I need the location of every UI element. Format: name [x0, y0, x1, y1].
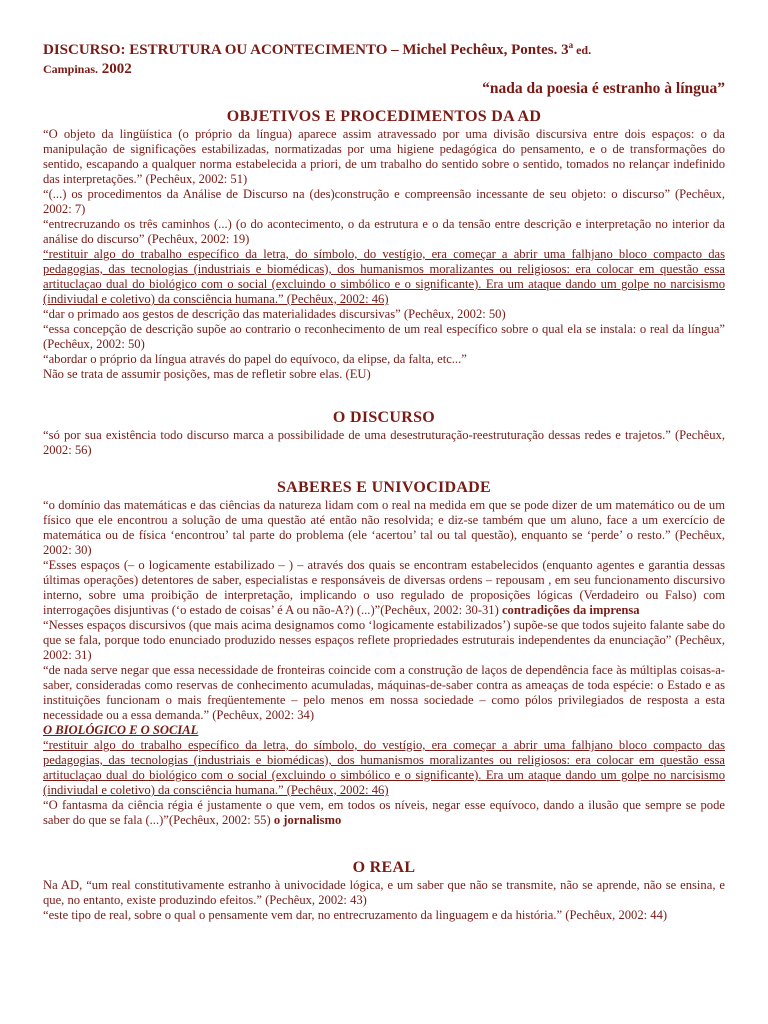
quote-paragraph: “dar o primado aos gestos de descrição das materialidades discursivas” (Pechêux, 2002: 50)	[43, 307, 506, 321]
quote-paragraph: “essa concepção de descrição supõe ao contrario o reconhecimento de um real específico sobre o qual ela se instala: o real da língua” (Pechêux, 2002: 50)	[43, 322, 725, 351]
quote-paragraph: Na AD, “um real constitutivamente estranho à univocidade lógica, e um saber que não se transmite, não se aprende, não se ensina, e que, no entanto, existe produzindo efeitos.” (Pechêux, 2002: 43)	[43, 878, 725, 907]
quote-text: “Esses espaços (– o logicamente estabilizado – ) – através dos quais se encontram estabelecidos (enquanto agentes e garantia dessas últimas operações) detentores de saber, especialistas e responsáveis de diversas ordens – repousam , em seu funcionamento discursivo interno, sobre uma proibição de interpretação, implicando o uso regulado de proposições lógicas (Verdadeiro ou Falso) com interrogações disjuntivas (‘o estado de coisas’ é A ou não-A?) (...)”(Pechêux, 2002: 30-31)	[43, 558, 725, 617]
quote-paragraph: “O objeto da lingüística (o próprio da língua) aparece assim atravessado por uma divisão discursiva entre dois espaços: o da manipulação de significações estabilizadas, normatizadas por uma higiene pedagógica do pensamento, e o de transformações do sentido, escapando a qualquer norma estabelecida a priori, de um trabalho do sentido sobre o sentido, tomados no relançar indefinido das interpretações.” (Pechêux, 2002: 51)	[43, 127, 725, 186]
underlined-quote-paragraph: “restituir algo do trabalho específico da letra, do símbolo, do vestígio, era começar a abrir uma falhjano bloco compacto das pedagogias, das tecnologias (industriais e biomédicas), dos humanismos moralizantes ou religiosos: era colocar em questão essa artituclaçao dual do biológico com o social (excluindo o simbólico e o significante). Era um ataque dando um golpe no narcisismo (indiviudal e coletivo) da consciência humana.” (Pechêux, 2002: 46)	[43, 247, 725, 306]
document-title	[43, 36, 725, 79]
quote-paragraph: “de nada serve negar que essa necessidade de fronteiras coincide com a construção de laços de dependência face às múltiplas coisas-a-saber, consideradas como reservas de conhecimento acumuladas, máquinas-de-saber contra as ameaças de toda espécie: o Estado e as instituições funcionam o mais freqüentemente – pelo menos em nossa sociedade – como pólos privilegiados de resposta a esta necessidade ou a essa demanda.” (Pechêux, 2002: 34)	[43, 663, 725, 722]
title-text: DISCURSO: ESTRUTURA OU ACONTECIMENTO – Michel Pechêux, Pontes. 3	[43, 42, 569, 58]
title-year: 2002	[98, 61, 132, 77]
underlined-quote-paragraph: “restituir algo do trabalho específico da letra, do símbolo, do vestígio, era começar a abrir uma falhjano bloco compacto das pedagogias, das tecnologias (industriais e biomédicas), dos humanismos moralizantes ou religiosos: era colocar em questão essa artituclaçao dual do biológico com o social (excluindo o simbólico e o significante). Era um ataque dando um golpe no narcisismo (indiviudal e coletivo) da consciência humana.” (Pechêux, 2002: 46)	[43, 738, 725, 797]
quote-text: “O fantasma da ciência régia é justamente o que vem, em todos os níveis, negar esse equívoco, dando a ilusão que sempre se pode saber do que se fala (...)”(Pechêux, 2002: 55)	[43, 798, 725, 827]
quote-paragraph: “abordar o próprio da língua através do papel do equívoco, da elipse, da falta, etc...”	[43, 352, 467, 366]
section-real	[43, 858, 725, 923]
title-city: Campinas.	[43, 62, 99, 76]
section-heading: O REAL	[352, 859, 416, 876]
quote-paragraph: “(...) os procedimentos da Análise de Discurso na (des)construção e compreensão incessante de seu objeto: o discurso” (Pechêux, 2002: 7)	[43, 187, 725, 216]
quote-paragraph: “este tipo de real, sobre o qual o pensamente vem dar, no entrecruzamento da linguagem e da história.” (Pechêux, 2002: 44)	[43, 908, 668, 922]
author-note: Não se trata de assumir posições, mas de refletir sobre elas. (EU)	[43, 367, 371, 381]
section-objetivos	[43, 107, 725, 382]
subheading-biologico-social: O BIOLÓGICO E O SOCIAL	[43, 723, 199, 737]
quote-paragraph	[43, 558, 725, 618]
inline-note-contradicoes: contradições da imprensa	[501, 603, 640, 617]
section-heading: SABERES E UNIVOCIDADE	[276, 479, 492, 496]
section-saberes	[43, 478, 725, 828]
quote-paragraph	[43, 798, 725, 828]
section-heading: O DISCURSO	[332, 409, 436, 426]
quote-paragraph: “entrecruzando os três caminhos (...) (o do acontecimento, o da estrutura e o da tensão entre descrição e interpretação no interior da análise do discurso” (Pechêux, 2002: 19)	[43, 217, 725, 246]
title-edition: ed.	[573, 43, 592, 57]
inline-note-jornalismo: o jornalismo	[273, 813, 342, 827]
quote-paragraph: “Nesses espaços discursivos (que mais acima designamos como ‘logicamente estabilizados’) supõe-se que todos sujeito falante sabe do que se fala, porque todo enunciado produzido nesses espaços reflete propriedades estruturais independentes da enunciação” (Pechêux, 2002: 31)	[43, 618, 725, 662]
title-superscript: a	[568, 40, 574, 50]
section-discurso	[43, 408, 725, 458]
epigraph: “nada da poesia é estranho à língua”	[482, 80, 725, 97]
section-heading: OBJETIVOS E PROCEDIMENTOS DA AD	[226, 108, 542, 125]
quote-paragraph: “o domínio das matemáticas e das ciências da natureza lidam com o real na medida em que se pode dizer de um matemático ou de um físico que ele encontrou a solução de uma questão até então não resolvida; e diz-se também que um aluno, face a um exercício de matemática ou de física ‘encontrou’ tal parte do problema (ele ‘acertou’ tal ou tal questão), enquanto se ‘perde’ o resto.” (Pechêux, 2002: 30)	[43, 498, 725, 557]
quote-paragraph: “só por sua existência todo discurso marca a possibilidade de uma desestruturação-reestruturação dessas redes e trajetos.” (Pechêux, 2002: 56)	[43, 428, 725, 457]
